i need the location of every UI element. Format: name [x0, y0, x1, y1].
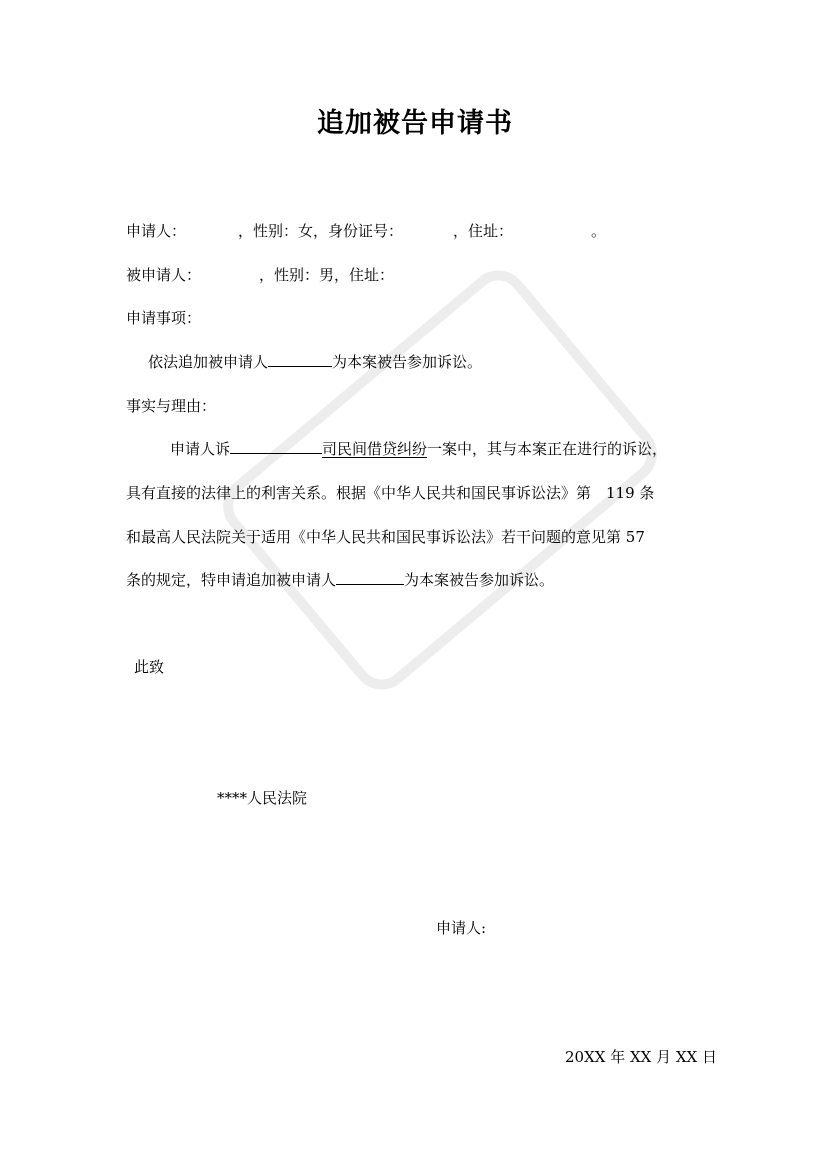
facts-paragraph-line-4	[126, 570, 554, 590]
facts-p4-after: 为本案被告参加诉讼。	[404, 571, 555, 589]
applicant-gender-text: ，性别：女，身份证号：	[238, 222, 404, 240]
request-text-after: 为本案被告参加诉讼。	[332, 353, 483, 371]
defendant-blank	[230, 439, 322, 454]
date: 20XX 年 XX 月 XX 日	[565, 1048, 717, 1066]
facts-paragraph-line-1	[170, 439, 667, 459]
respondent-details: ，性别：男，住址：	[259, 266, 395, 284]
respondent-line	[126, 265, 394, 285]
respondent-name-blank-2	[336, 570, 404, 585]
respondent-label: 被申请人：	[126, 266, 202, 284]
request-text-before: 依法追加被申请人	[148, 353, 269, 371]
facts-p1-before: 申请人诉	[170, 440, 231, 458]
applicant-address-text: ，住址：	[453, 222, 514, 240]
facts-heading: 事实与理由：	[126, 397, 217, 415]
facts-p1-after: 一案中，其与本案正在进行的诉讼，	[427, 440, 668, 458]
request-heading: 申请事项：	[126, 309, 202, 327]
facts-paragraph-line-3: 和最高人民法院关于适用《中华人民共和国民事诉讼法》若干问题的意见第 57	[126, 528, 645, 546]
request-text	[148, 352, 482, 372]
applicant-line-end: 。	[591, 222, 607, 240]
signature-label: 申请人:	[436, 919, 487, 937]
applicant-line	[126, 221, 606, 241]
applicant-label: 申请人：	[126, 222, 187, 240]
salutation: 此致	[134, 658, 165, 676]
watermark	[211, 258, 669, 701]
case-name: 司民间借贷纠纷	[322, 440, 428, 458]
facts-p4-before: 条的规定，特申请追加被申请人	[126, 571, 337, 589]
facts-paragraph-line-2: 具有直接的法律上的利害关系。根据《中华人民共和国民事诉讼法》第 119 条	[126, 484, 655, 502]
court-name: ****人民法院	[217, 789, 308, 807]
document-title: 追加被告申请书	[317, 108, 513, 139]
respondent-name-blank	[268, 352, 332, 367]
